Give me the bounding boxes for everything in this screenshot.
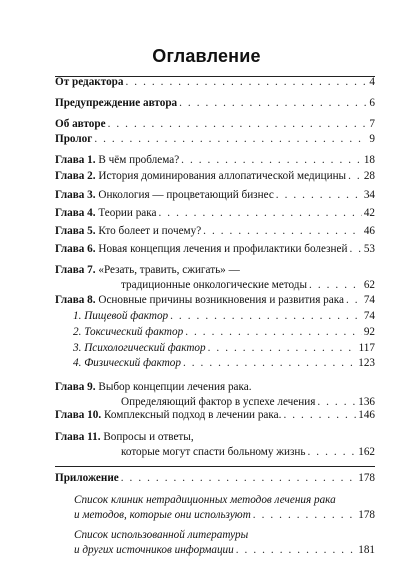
toc-entry-label: От редактора bbox=[55, 76, 124, 88]
toc-entry-chapter-9[interactable] bbox=[55, 380, 375, 410]
chapter-label: Глава 8. bbox=[55, 294, 96, 306]
subsection-title: 2. Токсический фактор bbox=[73, 326, 184, 338]
toc-entry-label: Приложение bbox=[55, 472, 119, 484]
toc-entry-label: Об авторе bbox=[55, 118, 106, 130]
dot-leader bbox=[183, 356, 356, 371]
dot-leader bbox=[170, 309, 362, 324]
toc-entry-label: Пролог bbox=[55, 133, 93, 145]
toc-page-number: 136 bbox=[358, 396, 375, 408]
toc-page-number: 9 bbox=[369, 133, 375, 145]
chapter-label: Глава 4. bbox=[55, 207, 96, 219]
toc-page-number: 123 bbox=[358, 357, 375, 369]
toc-entry-chapter-2[interactable] bbox=[55, 169, 375, 184]
dot-leader bbox=[349, 242, 361, 257]
toc-page-number: 28 bbox=[363, 170, 375, 182]
dot-leader bbox=[158, 206, 361, 221]
toc-entry-chapter-6[interactable] bbox=[55, 242, 375, 257]
chapter-label: Глава 3. bbox=[55, 189, 96, 201]
toc-entry-chapter-11[interactable] bbox=[55, 430, 375, 460]
appendix-item-title: Список использованной литературы bbox=[74, 529, 249, 541]
toc-page-number: 4 bbox=[369, 76, 375, 88]
dot-leader bbox=[346, 293, 362, 308]
toc-page-number: 178 bbox=[358, 472, 375, 484]
subsection-title: 1. Пищевой фактор bbox=[73, 310, 169, 322]
dot-leader bbox=[126, 75, 368, 90]
toc-page-number: 42 bbox=[363, 207, 375, 219]
dot-leader bbox=[276, 188, 362, 203]
chapter-title: Выбор концепции лечения рака. bbox=[98, 381, 252, 393]
toc-page-number: 117 bbox=[358, 342, 375, 354]
page-title: Оглавление bbox=[152, 46, 261, 66]
chapter-title: Онкология — процветающий бизнес bbox=[98, 189, 274, 201]
dot-leader bbox=[179, 96, 367, 111]
dot-leader bbox=[253, 508, 356, 523]
chapter-label: Глава 10. bbox=[55, 409, 102, 421]
toc-page-number: 53 bbox=[363, 243, 375, 255]
chapter-title: В чём проблема? bbox=[98, 154, 180, 166]
toc-page-number: 62 bbox=[363, 279, 375, 291]
dot-leader bbox=[283, 408, 356, 423]
chapter-title-continued: которые могут спасти больному жизнь bbox=[121, 446, 306, 458]
dot-leader bbox=[236, 543, 356, 558]
toc-page-number: 162 bbox=[358, 446, 375, 458]
toc-entry-appendix[interactable] bbox=[55, 471, 375, 486]
appendix-item-title-continued: и методов, которые они используют bbox=[74, 509, 251, 521]
dot-leader bbox=[203, 224, 362, 239]
toc-entry-chapter-8[interactable] bbox=[55, 293, 375, 308]
subsection-title: 3. Психологический фактор bbox=[73, 342, 206, 354]
chapter-title: Кто болеет и почему? bbox=[98, 225, 202, 237]
chapter-title: Основные причины возникновения и развития рака bbox=[98, 294, 344, 306]
chapter-label: Глава 6. bbox=[55, 243, 96, 255]
chapter-label: Глава 11. bbox=[55, 431, 101, 443]
chapter-title-continued: Определяющий фактор в успехе лечения bbox=[121, 396, 316, 408]
toc-entry-label: Предупреждение автора bbox=[55, 97, 178, 109]
toc-entry-chapter-4[interactable] bbox=[55, 206, 375, 221]
toc-entry-chapter-3[interactable] bbox=[55, 188, 375, 203]
chapter-label: Глава 9. bbox=[55, 381, 96, 393]
dot-leader bbox=[94, 132, 367, 147]
dot-leader bbox=[308, 445, 357, 460]
toc-page-number: 92 bbox=[363, 326, 375, 338]
toc-entry-chapter-10[interactable] bbox=[55, 408, 375, 423]
appendix-item-title-continued: и других источников информации bbox=[74, 544, 234, 556]
toc-subentry-psychological-factor[interactable] bbox=[55, 341, 375, 356]
chapter-label: Глава 2. bbox=[55, 170, 96, 182]
toc-entry-chapter-1[interactable] bbox=[55, 153, 375, 168]
toc-subentry-physical-factor[interactable] bbox=[55, 356, 375, 371]
toc-subentry-toxic-factor[interactable] bbox=[55, 325, 375, 340]
toc-page-number: 146 bbox=[358, 409, 375, 421]
toc-page-number: 178 bbox=[358, 509, 375, 521]
subsection-title: 4. Физический фактор bbox=[73, 357, 181, 369]
chapter-label: Глава 5. bbox=[55, 225, 96, 237]
toc-page-number: 6 bbox=[369, 97, 375, 109]
toc-page-number: 34 bbox=[363, 189, 375, 201]
toc-page-number: 74 bbox=[363, 294, 375, 306]
chapter-title: Теории рака bbox=[98, 207, 157, 219]
toc-entry-about-author[interactable] bbox=[55, 117, 375, 132]
dot-leader bbox=[108, 117, 368, 132]
toc-page-number: 46 bbox=[363, 225, 375, 237]
appendix-item-title: Список клиник нетрадиционных методов лечения рака bbox=[74, 494, 336, 506]
toc-entry-author-warning[interactable] bbox=[55, 96, 375, 111]
chapter-label: Глава 1. bbox=[55, 154, 96, 166]
dot-leader bbox=[181, 153, 362, 168]
toc-page-number: 181 bbox=[358, 544, 375, 556]
chapter-title-continued: традиционные онкологические методы bbox=[121, 279, 308, 291]
dot-leader bbox=[185, 325, 362, 340]
chapter-title: Комплексный подход в лечении рака. bbox=[103, 409, 282, 421]
chapter-label: Глава 7. bbox=[55, 264, 96, 276]
dot-leader bbox=[121, 471, 356, 486]
chapter-title: История доминирования аллопатической медицины bbox=[98, 170, 347, 182]
toc-page-number: 18 bbox=[363, 154, 375, 166]
toc-subentry-references[interactable] bbox=[55, 528, 375, 558]
dot-leader bbox=[309, 278, 362, 293]
dot-leader bbox=[208, 341, 357, 356]
toc-subentry-clinics-list[interactable] bbox=[55, 493, 375, 523]
appendix-divider bbox=[55, 466, 375, 467]
toc-entry-prologue[interactable] bbox=[55, 132, 375, 147]
chapter-title: Новая концепция лечения и профилактики болезней bbox=[98, 243, 348, 255]
chapter-title: «Резать, травить, сжигать» — bbox=[98, 264, 240, 276]
toc-page-number: 74 bbox=[363, 310, 375, 322]
toc-entry-chapter-7[interactable] bbox=[55, 263, 375, 293]
chapter-title: Вопросы и ответы, bbox=[103, 431, 194, 443]
toc-entry-chapter-5[interactable] bbox=[55, 224, 375, 239]
toc-page-number: 7 bbox=[369, 118, 375, 130]
dot-leader bbox=[348, 169, 362, 184]
toc-subentry-food-factor[interactable] bbox=[55, 309, 375, 324]
toc-entry-editor[interactable] bbox=[55, 75, 375, 90]
